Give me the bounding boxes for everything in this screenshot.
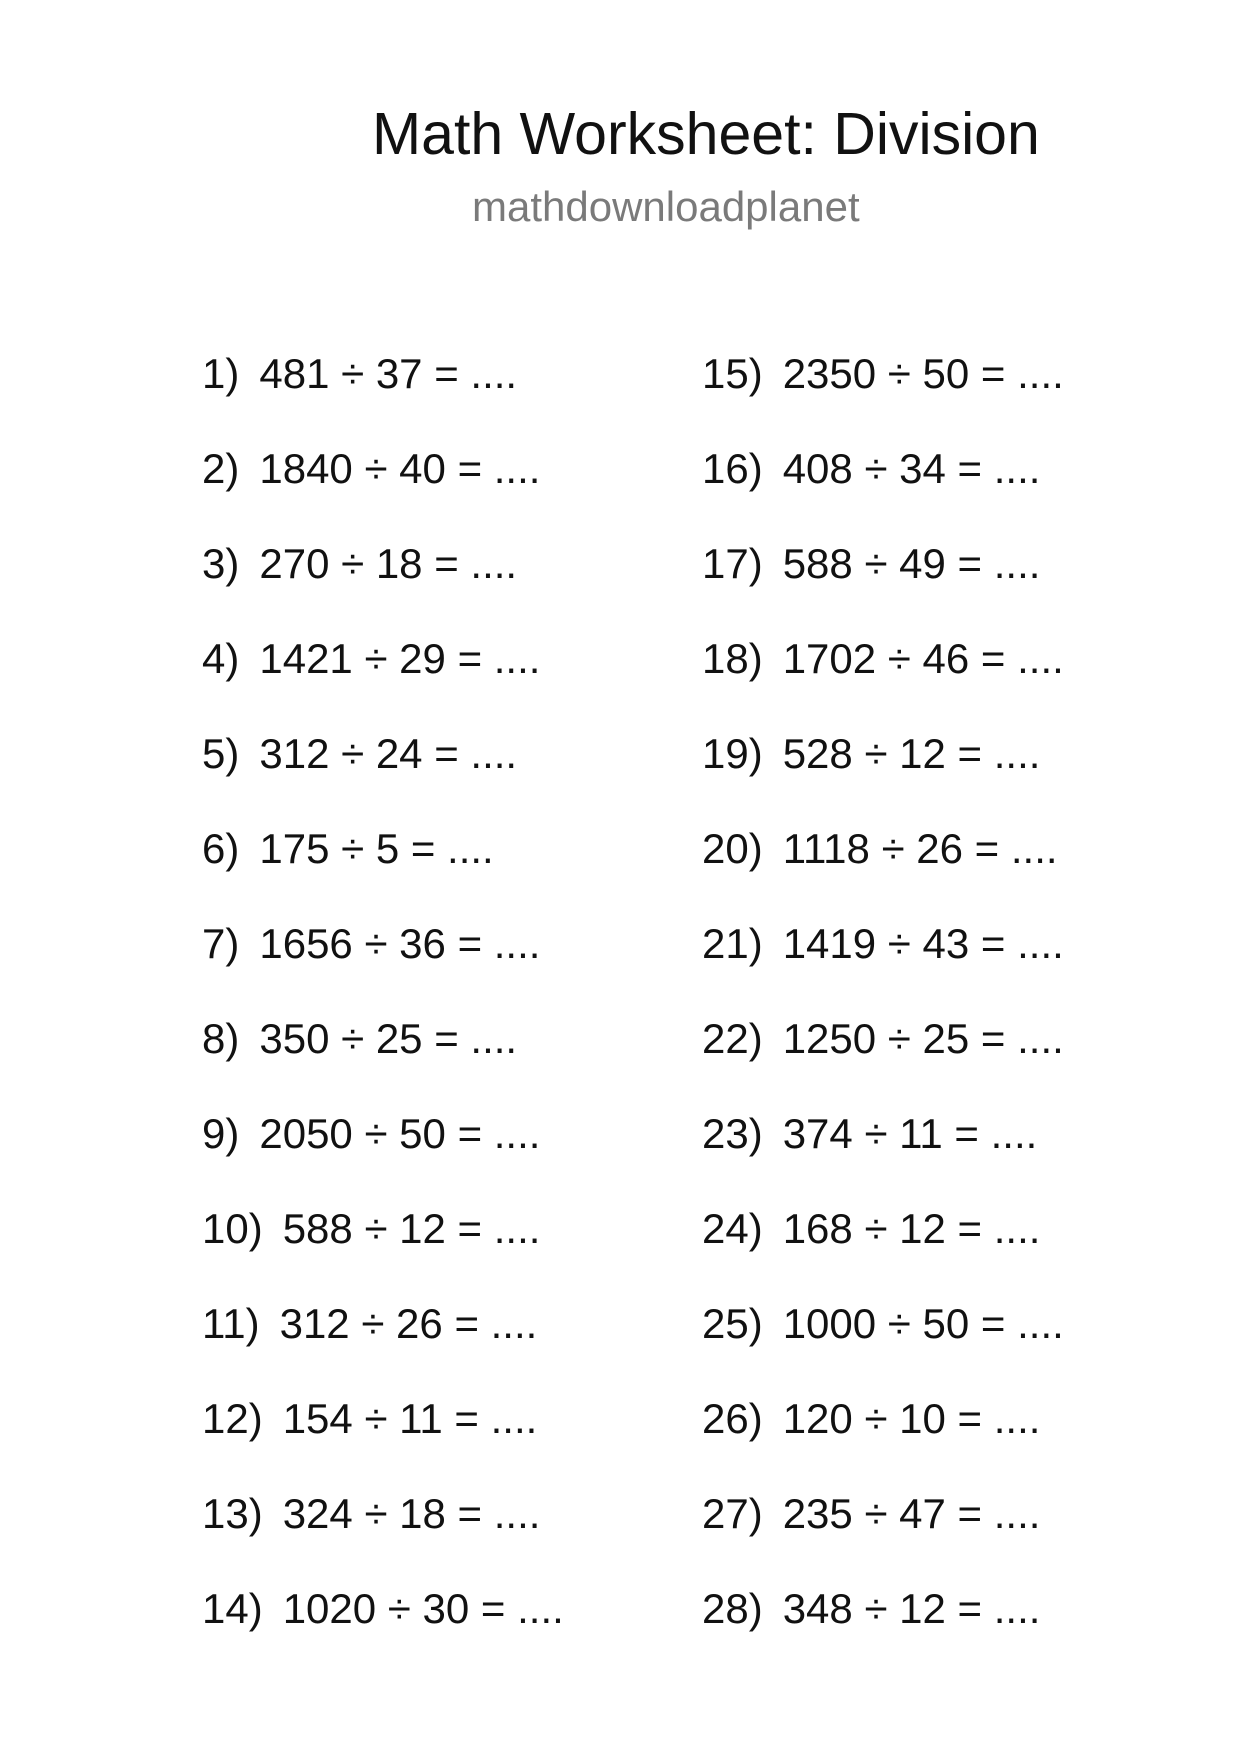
problem-expression: 374 ÷ 11 = .... [782,1110,1038,1157]
problem-item [702,823,1058,875]
problem-expression: 168 ÷ 12 = .... [782,1205,1041,1252]
problem-number: 2) [202,445,240,492]
problem-expression: 1250 ÷ 25 = .... [782,1015,1064,1062]
problem-item [202,728,517,780]
problem-expression: 348 ÷ 12 = .... [782,1585,1041,1632]
problem-number: 13) [202,1490,263,1537]
problem-item [202,443,540,495]
problem-number: 5) [202,730,240,777]
problem-item [202,633,540,685]
problem-expression: 1421 ÷ 29 = .... [259,635,541,682]
problem-item [202,1393,537,1445]
problem-number: 3) [202,540,240,587]
problem-expression: 1840 ÷ 40 = .... [259,445,541,492]
problem-item [702,728,1040,780]
problem-number: 25) [702,1300,763,1347]
problem-number: 22) [702,1015,763,1062]
problem-number: 14) [202,1585,263,1632]
problem-item [702,918,1064,970]
problem-number: 6) [202,825,240,872]
problem-expression: 588 ÷ 12 = .... [282,1205,541,1252]
page-subtitle: mathdownloadplanet [472,183,860,230]
problem-item [702,633,1064,685]
problem-number: 24) [702,1205,763,1252]
problem-item [202,1298,537,1350]
problem-item [702,1013,1064,1065]
problem-number: 8) [202,1015,240,1062]
problem-number: 27) [702,1490,763,1537]
problem-expression: 588 ÷ 49 = .... [782,540,1041,587]
problem-number: 18) [702,635,763,682]
problem-number: 28) [702,1585,763,1632]
problem-expression: 1702 ÷ 46 = .... [782,635,1064,682]
problem-item [202,823,494,875]
problem-number: 10) [202,1205,263,1252]
problem-expression: 154 ÷ 11 = .... [282,1395,538,1442]
problem-number: 9) [202,1110,240,1157]
problem-expression: 2350 ÷ 50 = .... [782,350,1064,397]
problem-number: 19) [702,730,763,777]
problem-item [702,1298,1064,1350]
problem-expression: 324 ÷ 18 = .... [282,1490,541,1537]
problem-expression: 120 ÷ 10 = .... [782,1395,1041,1442]
problem-item [202,1583,564,1635]
problem-expression: 481 ÷ 37 = .... [259,350,518,397]
problem-number: 21) [702,920,763,967]
problem-number: 17) [702,540,763,587]
problem-item [702,1108,1037,1160]
problem-item [702,1393,1040,1445]
problem-expression: 408 ÷ 34 = .... [782,445,1041,492]
problem-item [702,443,1040,495]
problem-number: 20) [702,825,763,872]
problem-item [702,348,1064,400]
problem-number: 1) [202,350,240,397]
problem-number: 15) [702,350,763,397]
problem-expression: 270 ÷ 18 = .... [259,540,518,587]
problem-item [202,1108,540,1160]
problem-number: 7) [202,920,240,967]
problem-number: 16) [702,445,763,492]
problem-expression: 312 ÷ 24 = .... [259,730,518,777]
problem-expression: 1656 ÷ 36 = .... [259,920,541,967]
problem-expression: 175 ÷ 5 = .... [259,825,494,872]
problem-expression: 312 ÷ 26 = .... [279,1300,538,1347]
problem-item [702,1203,1040,1255]
problem-item [202,348,517,400]
problem-item [702,538,1040,590]
problem-expression: 1419 ÷ 43 = .... [782,920,1064,967]
problem-expression: 2050 ÷ 50 = .... [259,1110,541,1157]
problem-number: 26) [702,1395,763,1442]
problem-expression: 1118 ÷ 26 = .... [782,825,1058,872]
problem-number: 11) [202,1300,260,1347]
problem-expression: 350 ÷ 25 = .... [259,1015,518,1062]
problem-item [202,918,540,970]
problem-number: 12) [202,1395,263,1442]
problem-item [202,538,517,590]
problem-number: 4) [202,635,240,682]
problem-expression: 1000 ÷ 50 = .... [782,1300,1064,1347]
problem-item [202,1013,517,1065]
problem-item [702,1488,1040,1540]
problem-item [202,1203,540,1255]
page-title: Math Worksheet: Division [372,101,1040,167]
problem-expression: 528 ÷ 12 = .... [782,730,1041,777]
problem-number: 23) [702,1110,763,1157]
problem-item [702,1583,1040,1635]
problem-expression: 235 ÷ 47 = .... [782,1490,1041,1537]
problem-item [202,1488,540,1540]
problem-expression: 1020 ÷ 30 = .... [282,1585,564,1632]
